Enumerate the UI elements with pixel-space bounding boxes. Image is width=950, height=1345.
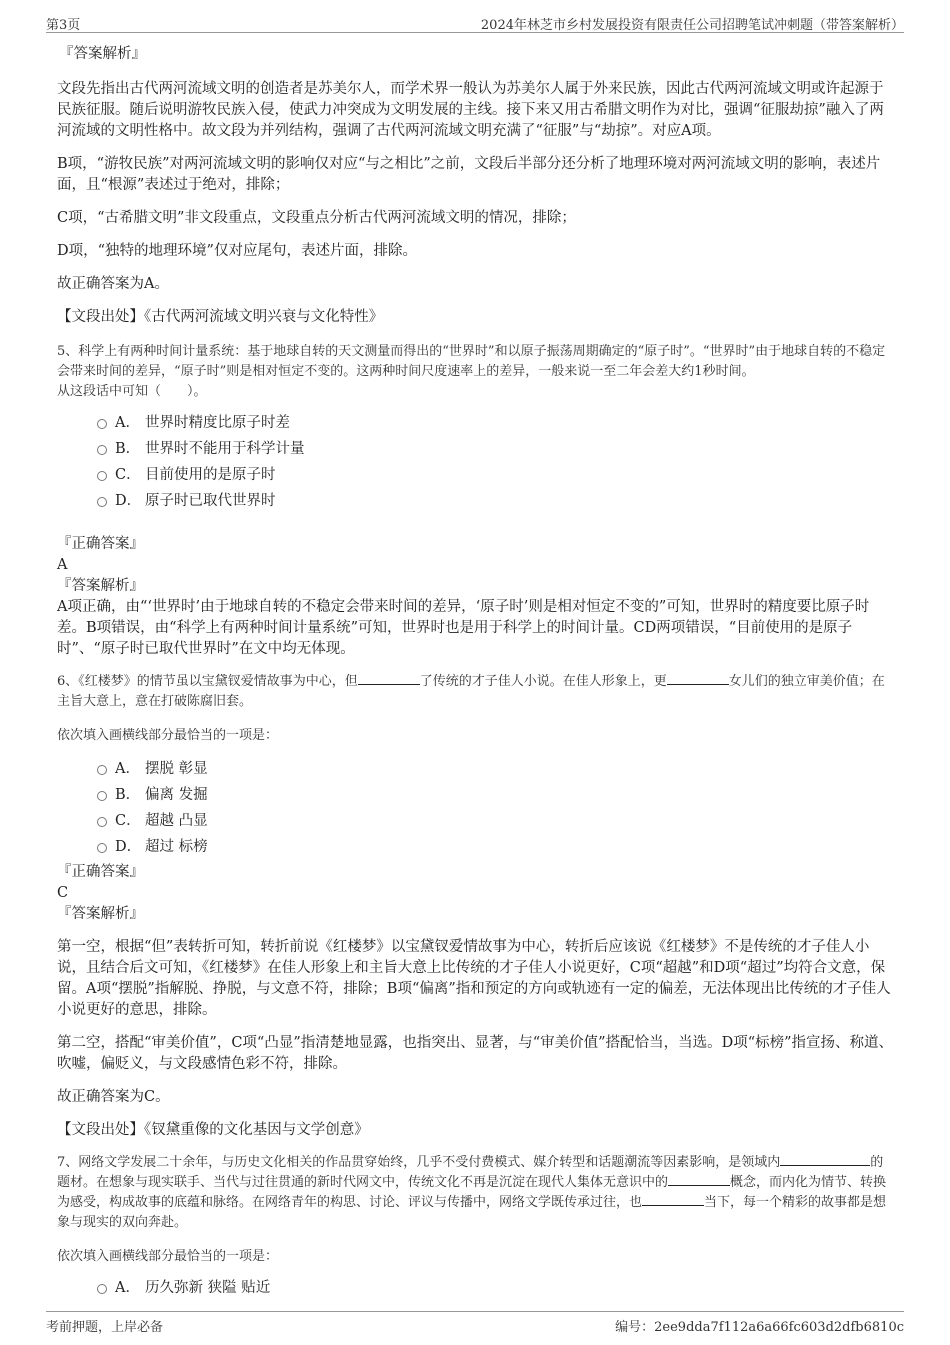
document-id: 编号：2ee9dda7f112a6a66fc603d2dfb6810c xyxy=(615,1320,904,1335)
q5-options xyxy=(57,410,895,514)
q6-option-b[interactable]: B． 偏离 发掘 xyxy=(57,782,895,808)
radio-icon[interactable] xyxy=(97,445,107,455)
q4-analysis-label: 『答案解析』 xyxy=(59,46,146,62)
radio-icon[interactable] xyxy=(97,497,107,507)
radio-icon[interactable] xyxy=(97,791,107,801)
q6-analysis-p2: 第二空，搭配“审美价值”，C项“凸显”指清楚地显露，也指突出、显著，与“审美价值”搭配恰当，当选。D项“标榜”指宣扬、称道、吹嘘，偏贬义，与文段感情色彩不符，排除。 xyxy=(57,1035,894,1072)
q4-analysis-p1: 文段先指出古代两河流域文明的创造者是苏美尔人，而学术界一般认为苏美尔人属于外来民族，因此古代两河流域文明或许起源于民族征服。随后说明游牧民族入侵，使武力冲突成为文明发展的主线。接下来又用古希腊文明作为对比，强调“征服劫掠”融入了两河流域的文明性格中。故文段为并列结构，强调了古代两河流域文明充满了“征服”与“劫掠”。对应A项。 xyxy=(57,81,884,139)
q6-answer: C xyxy=(57,885,69,901)
q5-analysis-label: 『答案解析』 xyxy=(57,578,144,594)
fill-blank xyxy=(358,672,420,685)
q6-option-a[interactable]: A． 摆脱 彰显 xyxy=(57,756,895,782)
fill-blank xyxy=(667,672,729,685)
q5-option-d[interactable]: D． 原子时已取代世界时 xyxy=(57,488,895,514)
radio-icon[interactable] xyxy=(97,843,107,853)
q6-conclusion: 故正确答案为C。 xyxy=(57,1089,170,1105)
q5-stem: 5、科学上有两种时间计量系统：基于地球自转的天文测量而得出的“世界时”和以原子振荡周期确定的“原子时”。“世界时”由于地球自转的不稳定会带来时间的差异，“原子时”则是相对恒定不变的。这两种时间尺度速率上的差异，一般来说一至二年会差大约1秒时间。 xyxy=(57,344,886,379)
page-number: 第3页 xyxy=(46,18,81,33)
q5-option-a[interactable]: A． 世界时精度比原子时差 xyxy=(57,410,895,436)
q5-option-c[interactable]: C． 目前使用的是原子时 xyxy=(57,462,895,488)
fill-blank xyxy=(780,1153,870,1166)
q6-prompt: 依次填入画横线部分最恰当的一项是： xyxy=(57,728,279,743)
q6-answer-label: 『正确答案』 xyxy=(57,864,144,880)
q4-source: 【文段出处】《古代两河流域文明兴衰与文化特性》 xyxy=(57,309,384,325)
q6-option-d[interactable]: D． 超过 标榜 xyxy=(57,834,895,860)
document-title: 2024年林芝市乡村发展投资有限责任公司招聘笔试冲刺题（带答案解析） xyxy=(480,18,904,33)
document-body xyxy=(57,44,895,1301)
fill-blank xyxy=(668,1173,730,1186)
radio-icon[interactable] xyxy=(97,1284,107,1294)
q7-stem: 7、网络文学发展二十余年，与历史文化相关的作品贯穿始终，几乎不受付费模式、媒介转型和话题潮流等因素影响，是领域内 的题材。在想象与现实联手、当代与过往贯通的新时代网文中，传统文化不再是沉淀在现代人集体无意识中的 概念，而内化为情节、转换为感受，构成故事的底蕴和脉络。在网络青年的构思、讨论、评议与传播中，网络文学既传承过往，也 当下，每一个精彩的故事都是想象与现实的双向奔赴。 xyxy=(57,1155,887,1230)
q5-answer-label: 『正确答案』 xyxy=(57,536,144,552)
q4-analysis-p3: C项，“古希腊文明”非文段重点，文段重点分析古代两河流域文明的情况，排除； xyxy=(57,210,576,226)
radio-icon[interactable] xyxy=(97,817,107,827)
q6-option-c[interactable]: C． 超越 凸显 xyxy=(57,808,895,834)
q6-options xyxy=(57,756,895,860)
q5-answer: A xyxy=(57,557,68,573)
q4-analysis-p4: D项，“独特的地理环境”仅对应尾句，表述片面，排除。 xyxy=(57,243,417,259)
q5-prompt: 从这段话中可知（ ）。 xyxy=(57,384,207,399)
page-header xyxy=(46,10,904,33)
q6-stem: 6、《红楼梦》的情节虽以宝黛钗爱情故事为中心，但 了传统的才子佳人小说。在佳人形象上，更 女儿们的独立审美价值；在主旨大意上，意在打破陈腐旧套。 xyxy=(57,674,885,709)
q6-source: 【文段出处】《钗黛重像的文化基因与文学创意》 xyxy=(57,1122,369,1138)
q5-analysis: A项正确，由“‘世界时’由于地球自转的不稳定会带来时间的差异，‘原子时’则是相对恒定不变的”可知，世界时的精度要比原子时差。B项错误，由“科学上有两种时间计量系统”可知，世界时也是用于科学上的时间计量。CD两项错误，“目前使用的是原子时”、“原子时已取代世界时”在文中均无体现。 xyxy=(57,599,870,657)
radio-icon[interactable] xyxy=(97,419,107,429)
page-footer xyxy=(46,1311,904,1336)
q7-prompt: 依次填入画横线部分最恰当的一项是： xyxy=(57,1249,279,1264)
fill-blank xyxy=(642,1193,704,1206)
q4-analysis-p2: B项，“游牧民族”对两河流域文明的影响仅对应“与之相比”之前，文段后半部分还分析了地理环境对两河流域文明的影响，表述片面，且“根源”表述过于绝对，排除； xyxy=(57,156,881,193)
radio-icon[interactable] xyxy=(97,471,107,481)
q7-options xyxy=(57,1275,895,1301)
q6-analysis-p1: 第一空，根据“但”表转折可知，转折前说《红楼梦》以宝黛钗爱情故事为中心，转折后应该说《红楼梦》不是传统的才子佳人小说，且结合后文可知，《红楼梦》在佳人形象上和主旨大意上比传统的才子佳人小说更好，C项“超越”和D项“超过”均符合文意，保留。A项“摆脱”指解脱、挣脱，与文意不符，排除；B项“偏离”指和预定的方向或轨迹有一定的偏差，无法体现出比传统的才子佳人小说更好的意思，排除。 xyxy=(57,939,891,1018)
radio-icon[interactable] xyxy=(97,765,107,775)
q6-analysis-label: 『答案解析』 xyxy=(57,906,144,922)
footer-slogan: 考前押题，上岸必备 xyxy=(46,1320,164,1335)
q5-option-b[interactable]: B． 世界时不能用于科学计量 xyxy=(57,436,895,462)
q7-option-a[interactable]: A． 历久弥新 狭隘 贴近 xyxy=(57,1275,895,1301)
q4-conclusion: 故正确答案为A。 xyxy=(57,276,169,292)
